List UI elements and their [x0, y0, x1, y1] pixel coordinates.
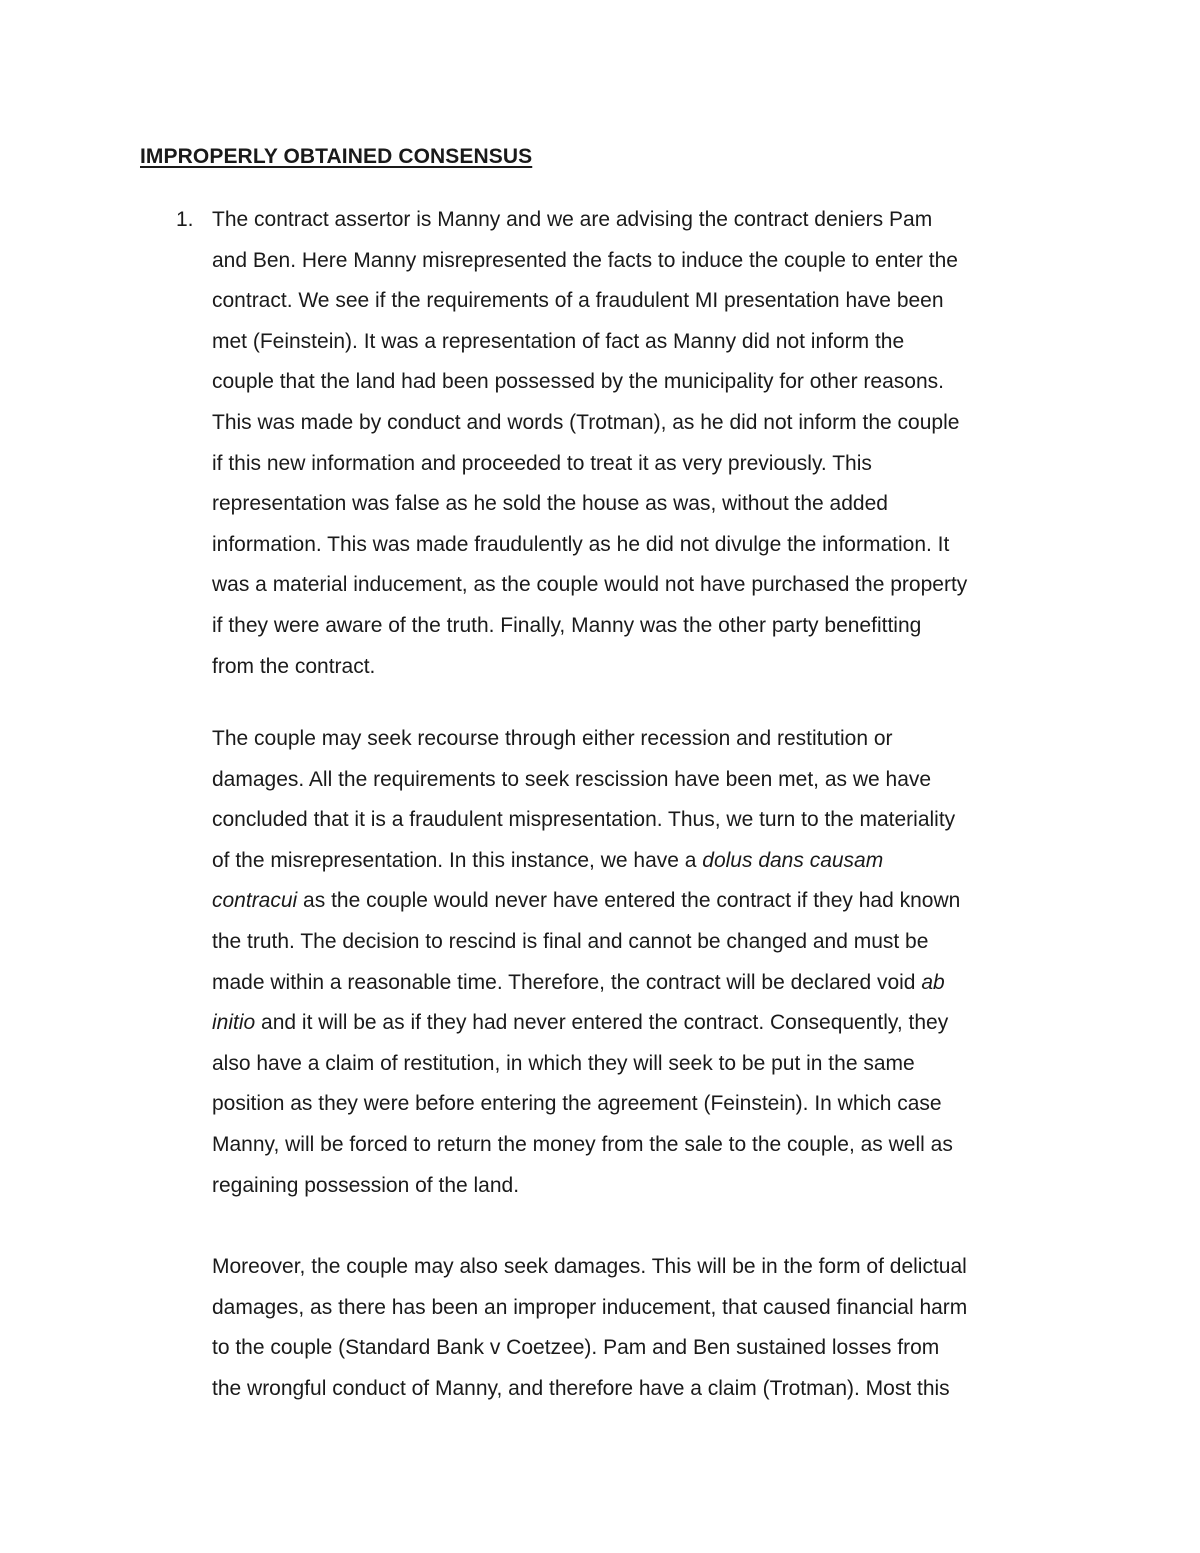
text-line: damages, as there has been an improper inducement, that caused financial harm [212, 1295, 968, 1319]
text-line: met (Feinstein). It was a representation of fact as Manny did not inform the [212, 329, 905, 353]
latin-term: dolus dans causam [702, 848, 884, 872]
text-line: also have a claim of restitution, in which they will seek to be put in the same [212, 1051, 915, 1075]
text-line: regaining possession of the land. [212, 1173, 520, 1197]
text-line: The couple may seek recourse through either recession and restitution or [212, 727, 893, 750]
text-line: The contract assertor is Manny and we are advising the contract deniers Pam [212, 208, 933, 231]
latin-term: ab [921, 970, 945, 994]
text-line [212, 1003, 1092, 1044]
text-line [212, 881, 1092, 922]
text-line: from the contract. [212, 654, 376, 678]
latin-term: initio [212, 1011, 256, 1035]
text-line: to the couple (Standard Bank v Coetzee). Pam and Ben sustained losses from [212, 1336, 940, 1360]
text-line: damages. All the requirements to seek rescission have been met, as we have [212, 767, 932, 791]
text-line: was a material inducement, as the couple would not have purchased the property [212, 573, 968, 597]
text-line: contract. We see if the requirements of a fraudulent MI presentation have been [212, 289, 944, 313]
text-line: Moreover, the couple may also seek damages. This will be in the form of delictual [212, 1255, 967, 1278]
text-line: the truth. The decision to rescind is final and cannot be changed and must be [212, 929, 929, 953]
paragraph-rescission-restitution [212, 719, 1092, 1206]
text-segment: of the misrepresentation. In this instance, we have a [212, 848, 703, 872]
text-segment: and it will be as if they had never entered the contract. Consequently, they [255, 1011, 949, 1035]
text-line: information. This was made fraudulently as he did not divulge the information. It [212, 532, 950, 556]
text-line: concluded that it is a fraudulent mispresentation. Thus, we turn to the materiality [212, 808, 956, 832]
text-line: if they were aware of the truth. Finally, Manny was the other party benefitting [212, 613, 922, 637]
text-segment: made within a reasonable time. Therefore, the contract will be declared void [212, 970, 922, 994]
text-line: if this new information and proceeded to treat it as very previously. This [212, 451, 872, 475]
list-item-number: 1. [176, 208, 194, 231]
text-line [212, 841, 1092, 882]
text-line: Manny, will be forced to return the money from the sale to the couple, as well as [212, 1132, 953, 1156]
paragraph-delictual-damages [212, 1247, 1092, 1409]
text-line [212, 963, 1092, 1004]
paragraph-misrepresentation-analysis [212, 200, 1092, 687]
text-line: and Ben. Here Manny misrepresented the facts to induce the couple to enter the [212, 248, 958, 272]
text-line: This was made by conduct and words (Trotman), as he did not inform the couple [212, 410, 960, 434]
document-title: IMPROPERLY OBTAINED CONSENSUS [140, 145, 533, 168]
text-line: position as they were before entering the agreement (Feinstein). In which case [212, 1092, 942, 1116]
text-line: couple that the land had been possessed by the municipality for other reasons. [212, 370, 944, 394]
latin-term: contracui [212, 889, 298, 913]
text-segment: as the couple would never have entered the contract if they had known [297, 889, 961, 913]
text-line: representation was false as he sold the house as was, without the added [212, 492, 888, 516]
text-line: the wrongful conduct of Manny, and therefore have a claim (Trotman). Most this [212, 1376, 950, 1400]
